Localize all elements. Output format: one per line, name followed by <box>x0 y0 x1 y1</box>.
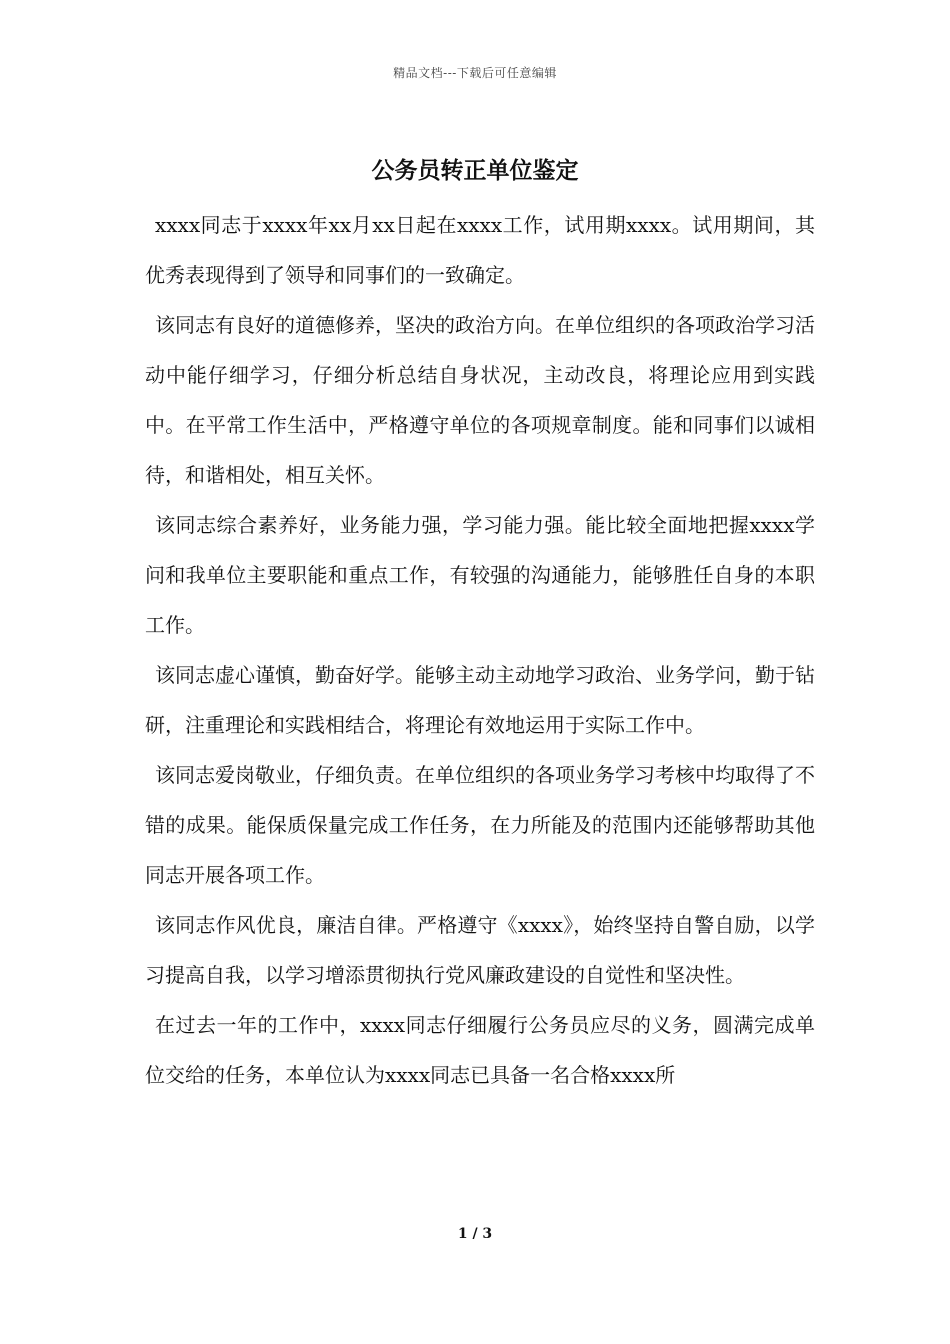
page-header: 精品文档---下载后可任意编辑 <box>393 66 557 80</box>
document-title: 公务员转正单位鉴定 <box>371 157 579 184</box>
page-number: 1 / 3 <box>457 1226 493 1242</box>
paragraph-probation-intro: xxxx同志于xxxx年xx月xx日起在xxxx工作，试用期xxxx。试用期间，其优秀表现得到了领导和同事们的一致确定。 <box>145 213 815 287</box>
paragraph-dedication: 该同志爱岗敬业，仔细负责。在单位组织的各项业务学习考核中均取得了不错的成果。能保质保量完成工作任务，在力所能及的范围内还能够帮助其他同志开展各项工作。 <box>145 763 815 887</box>
paragraph-moral-character: 该同志有良好的道德修养，坚决的政治方向。在单位组织的各项政治学习活动中能仔细学习，仔细分析总结自身状况，主动改良，将理论应用到实践中。在平常工作生活中，严格遵守单位的各项规章制度。能和同事们以诚相待，和谐相处，相互关怀。 <box>145 313 815 487</box>
paragraph-competence: 该同志综合素养好，业务能力强，学习能力强。能比较全面地把握xxxx学问和我单位主要职能和重点工作，有较强的沟通能力，能够胜任自身的本职工作。 <box>145 513 815 637</box>
paragraph-conclusion: 在过去一年的工作中，xxxx同志仔细履行公务员应尽的义务，圆满完成单位交给的任务，本单位认为xxxx同志已具备一名合格xxxx所 <box>145 1013 815 1087</box>
document-body <box>145 200 815 1100</box>
paragraph-diligence: 该同志虚心谨慎，勤奋好学。能够主动主动地学习政治、业务学问，勤于钻研，注重理论和实践相结合，将理论有效地运用于实际工作中。 <box>145 663 815 737</box>
paragraph-integrity: 该同志作风优良，廉洁自律。严格遵守《xxxx》，始终坚持自警自励，以学习提高自我，以学习增添贯彻执行党风廉政建设的自觉性和坚决性。 <box>145 913 815 987</box>
